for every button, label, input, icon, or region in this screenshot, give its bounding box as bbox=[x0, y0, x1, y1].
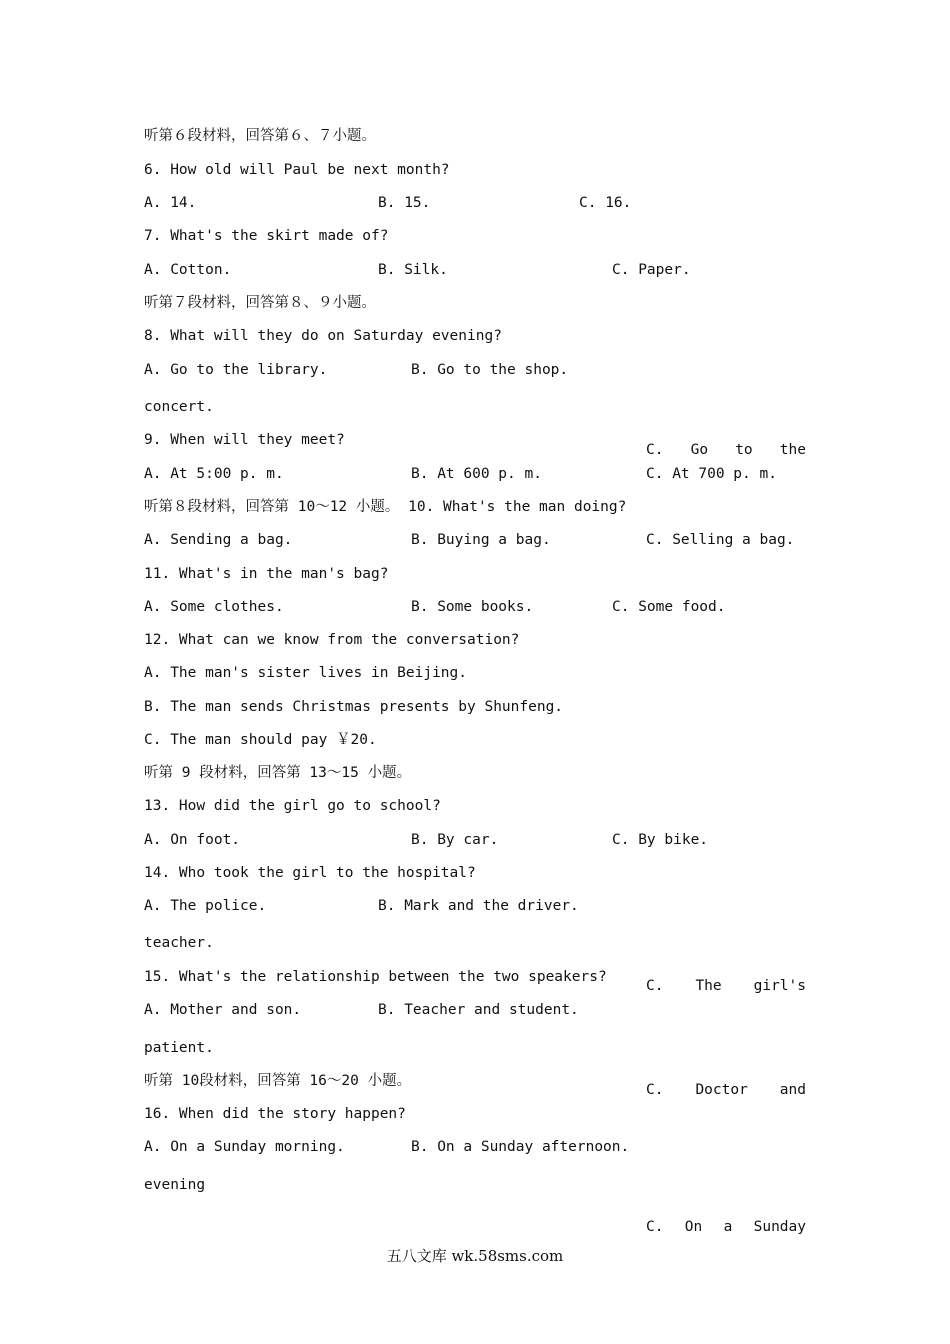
section-heading: 听第８段材料，回答第 10～12 小题。 10. What's the man doing? bbox=[144, 499, 627, 515]
section-heading: 听第 9 段材料，回答第 13～15 小题。 bbox=[144, 765, 412, 781]
option-c: C. By bike. bbox=[612, 832, 709, 848]
question-stem: 15. What's the relationship between the two speakers? bbox=[144, 969, 607, 985]
option-a: A. Go to the library. bbox=[144, 362, 328, 378]
option-b: B. On a Sunday afternoon. bbox=[411, 1139, 630, 1155]
option-a: A. Cotton. bbox=[144, 262, 232, 278]
option-row bbox=[144, 360, 806, 458]
question-stem: 7. What's the skirt made of? bbox=[144, 228, 389, 244]
option-a: A. At 5:00 p. m. bbox=[144, 466, 284, 482]
option-c-continuation: evening bbox=[144, 1177, 206, 1193]
option-c-continuation: teacher. bbox=[144, 935, 214, 951]
option-b: B. Some books. bbox=[411, 599, 534, 615]
option-b: B. Mark and the driver. bbox=[378, 898, 579, 914]
question-stem: 8. What will they do on Saturday evening? bbox=[144, 328, 502, 344]
option-c: C. Paper. bbox=[612, 262, 691, 278]
option-a: A. Mother and son. bbox=[144, 1002, 302, 1018]
option-a: A. On a Sunday morning. bbox=[144, 1139, 345, 1155]
option-c-continuation: concert. bbox=[144, 399, 214, 415]
option-b: B. Silk. bbox=[378, 262, 448, 278]
option-c: C. The girl's bbox=[646, 978, 806, 994]
question-stem: 16. When did the story happen? bbox=[144, 1106, 406, 1122]
option-c: C. The man should pay ￥20. bbox=[144, 732, 377, 748]
option-a: A. Some clothes. bbox=[144, 599, 284, 615]
option-b: B. Go to the shop. bbox=[411, 362, 569, 378]
option-a: A. 14. bbox=[144, 195, 197, 211]
question-stem: 9. When will they meet? bbox=[144, 432, 345, 448]
option-c: C. At 700 p. m. bbox=[646, 466, 777, 482]
option-a: A. On foot. bbox=[144, 832, 241, 848]
option-b: B. 15. bbox=[378, 195, 431, 211]
option-c: C. Selling a bag. bbox=[646, 532, 795, 548]
section-heading: 听第 10段材料，回答第 16～20 小题。 bbox=[144, 1073, 412, 1089]
option-b: B. The man sends Christmas presents by Shunfeng. bbox=[144, 699, 564, 715]
option-c: C. Doctor and bbox=[646, 1082, 806, 1098]
section-heading: 听第７段材料，回答第８、９小题。 bbox=[144, 295, 376, 311]
option-a: A. The police. bbox=[144, 898, 267, 914]
option-b: B. By car. bbox=[411, 832, 499, 848]
section-heading: 听第６段材料，回答第６、７小题。 bbox=[144, 128, 376, 144]
question-stem: 12. What can we know from the conversation? bbox=[144, 632, 520, 648]
footer-watermark: 五八文库 wk.58sms.com bbox=[386, 1247, 564, 1265]
option-c: C. On a Sunday bbox=[646, 1219, 806, 1235]
option-b: B. Buying a bag. bbox=[411, 532, 551, 548]
option-c: C. Go to the bbox=[646, 442, 806, 458]
option-a: A. The man's sister lives in Beijing. bbox=[144, 665, 468, 681]
option-c-continuation: patient. bbox=[144, 1040, 214, 1056]
option-c: C. 16. bbox=[579, 195, 632, 211]
question-stem: 11. What's in the man's bag? bbox=[144, 566, 389, 582]
option-b: B. At 600 p. m. bbox=[411, 466, 542, 482]
question-stem: 6. How old will Paul be next month? bbox=[144, 162, 450, 178]
option-a: A. Sending a bag. bbox=[144, 532, 293, 548]
option-b: B. Teacher and student. bbox=[378, 1002, 579, 1018]
option-c: C. Some food. bbox=[612, 599, 726, 615]
option-row bbox=[144, 1137, 806, 1235]
question-stem: 13. How did the girl go to school? bbox=[144, 798, 441, 814]
question-stem: 14. Who took the girl to the hospital? bbox=[144, 865, 476, 881]
